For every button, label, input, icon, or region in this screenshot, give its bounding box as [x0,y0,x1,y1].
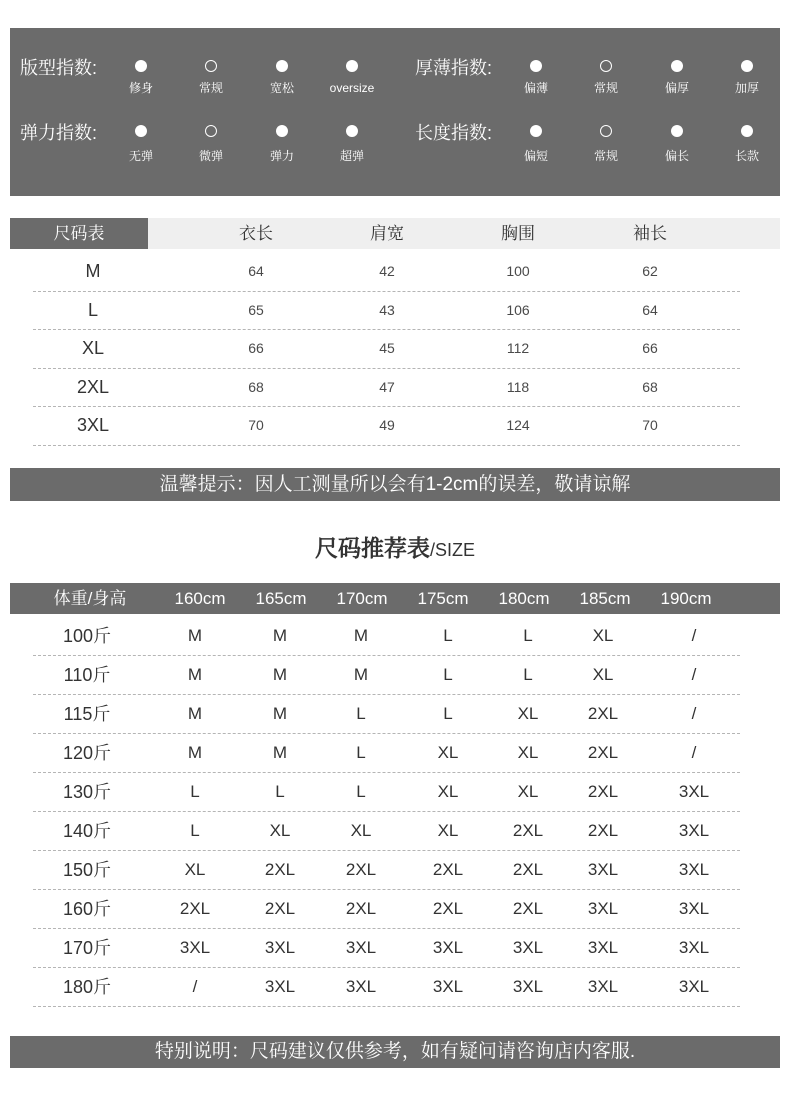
recommended-size-cell: XL [517,743,539,762]
recommended-size-cell: 3XL [179,938,211,957]
recommended-size-cell: XL [350,821,372,840]
recommended-size-cell: XL [517,782,539,801]
special-note-banner: 特别说明：尺码建议仅供参考，如有疑问请咨询店内客服. [10,1036,780,1068]
recommended-size-cell: M [353,665,369,684]
fit-option-label: 修身 [128,81,153,95]
recommended-size-cell: 3XL [587,899,619,918]
size-row [33,369,740,408]
indicator-dot-icon [346,125,358,137]
length-option-label: 偏短 [523,149,548,163]
recommended-size-cell: 2XL [432,899,464,918]
chest-cell: 106 [506,301,530,318]
recommended-size-cell: L [356,704,366,723]
thickness-option-label: 常规 [593,81,618,95]
measurement-notice-banner: 温馨提示：因人工测量所以会有1-2cm的误差，敬请谅解 [10,468,780,501]
fit-index [20,60,400,110]
recommended-size-cell: / [691,626,697,645]
recommended-size-cell: 3XL [587,938,619,957]
recommended-size-cell: 2XL [587,743,619,762]
indicator-dot-icon [135,60,147,72]
weight-cell: 140斤 [62,821,112,841]
height-header: 160cm [174,589,226,608]
length-option-short [506,125,566,163]
fit-option-slim [111,60,171,95]
recommended-size-cell: 3XL [345,938,377,957]
recommended-size-cell: M [187,704,203,723]
weight-cell: 115斤 [63,704,111,724]
length-cell: 64 [248,263,264,279]
thickness-option-thick [647,60,707,95]
recommended-size-cell: 3XL [432,938,464,957]
sleeve-cell: 62 [642,263,658,279]
thickness-option-label: 偏薄 [523,81,548,95]
recommendation-row [33,968,740,1007]
height-header: 165cm [255,589,307,608]
size-cell: 3XL [76,415,110,436]
indicator-dot-icon [671,60,683,72]
column-header-length: 衣长 [239,224,273,243]
length-option-label: 偏长 [664,149,689,163]
sleeve-cell: 68 [642,378,658,395]
length-cell: 65 [248,301,264,318]
recommended-size-cell: 3XL [678,899,710,918]
length-cell: 70 [248,417,264,434]
recommended-size-cell: M [187,626,203,645]
recommended-size-cell: L [356,782,366,801]
length-option-label: 长款 [734,149,759,163]
recommended-size-cell: L [443,704,453,723]
recommended-size-cell: M [187,665,203,684]
recommended-size-cell: L [275,782,285,801]
size-cell: L [87,299,98,320]
thickness-option-extra-thick [717,60,777,95]
recommended-size-cell: 2XL [512,821,544,840]
recommended-size-cell: 2XL [587,704,619,723]
length-cell: 68 [248,378,264,395]
chest-cell: 118 [506,378,530,395]
weight-cell: 100斤 [62,626,112,646]
recommended-size-cell: 2XL [264,860,296,879]
recommendation-row [33,929,740,968]
recommended-size-cell: 3XL [512,938,544,957]
recommended-size-cell: M [272,665,288,684]
elasticity-option-slight [181,125,241,163]
recommendation-row [33,695,740,734]
indicator-dot-icon [276,60,288,72]
elasticity-option-super [322,125,382,163]
recommended-size-cell: 3XL [264,977,296,996]
shoulder-cell: 49 [379,417,395,434]
weight-cell: 120斤 [62,743,112,763]
recommendation-table-body [33,617,740,1007]
recommendation-row [33,890,740,929]
length-option-label: 常规 [593,149,618,163]
recommendation-table-header [10,583,780,614]
recommended-size-cell: XL [517,704,539,723]
weight-cell: 130斤 [62,782,112,802]
indicator-dot-icon [600,125,612,137]
recommended-size-cell: L [190,821,200,840]
weight-cell: 180斤 [62,977,112,997]
recommended-size-cell: 2XL [345,860,377,879]
fit-option-label: oversize [329,81,375,95]
thickness-option-thin [506,60,566,95]
fit-option-label: 常规 [198,81,223,95]
column-header-shoulder: 肩宽 [370,224,404,243]
recommended-size-cell: / [691,743,697,762]
size-row [33,407,740,446]
recommended-size-cell: 2XL [512,899,544,918]
height-header: 170cm [336,589,388,608]
recommended-size-cell: 3XL [264,938,296,957]
recommendation-row [33,617,740,656]
size-table-header [10,218,780,249]
thickness-option-label: 加厚 [734,81,759,95]
elasticity-index [20,125,400,175]
length-option-regular [576,125,636,163]
size-table-body [33,253,740,446]
recommended-size-cell: 2XL [345,899,377,918]
column-header-chest: 胸围 [501,224,535,243]
recommended-size-cell: 3XL [678,821,710,840]
elasticity-option-label: 无弹 [128,149,153,163]
length-index [415,125,790,175]
recommended-size-cell: XL [437,782,459,801]
size-cell: M [85,261,101,281]
sleeve-cell: 70 [642,417,658,434]
recommended-size-cell: 3XL [678,782,710,801]
recommended-size-cell: M [353,626,369,645]
recommended-size-cell: 3XL [678,977,710,996]
height-header: 180cm [498,589,550,608]
recommendation-title-suffix: /SIZE [429,540,475,560]
recommended-size-cell: 2XL [587,821,619,840]
shoulder-cell: 43 [379,301,395,318]
recommended-size-cell: 3XL [587,977,619,996]
recommended-size-cell: XL [269,821,291,840]
fit-option-label: 宽松 [269,81,294,95]
size-cell: 2XL [76,376,110,397]
recommended-size-cell: XL [184,860,206,879]
sleeve-cell: 66 [642,340,658,357]
chest-cell: 124 [506,417,530,434]
height-header: 190cm [660,589,712,608]
elasticity-option-none [111,125,171,163]
fit-option-loose [252,60,312,95]
chest-cell: 100 [506,263,530,279]
recommended-size-cell: L [443,665,453,684]
recommended-size-cell: 2XL [587,782,619,801]
indicator-dot-icon [741,60,753,72]
elasticity-option-label: 弹力 [269,149,294,163]
recommended-size-cell: 2XL [179,899,211,918]
size-row [33,253,740,292]
recommended-size-cell: L [356,743,366,762]
recommended-size-cell: XL [592,626,614,645]
recommended-size-cell: L [443,626,453,645]
size-table-title: 尺码表 [10,218,148,249]
recommendation-row [33,851,740,890]
size-cell: XL [81,338,105,359]
elasticity-option-stretch [252,125,312,163]
recommended-size-cell: M [272,704,288,723]
recommended-size-cell: 2XL [512,860,544,879]
indicator-dot-icon [205,60,217,72]
length-index-label: 长度指数: [415,123,493,143]
recommended-size-cell: M [272,743,288,762]
indicator-dot-icon [741,125,753,137]
recommendation-row [33,656,740,695]
height-header: 175cm [417,589,469,608]
elasticity-index-label: 弹力指数: [20,123,98,143]
weight-cell: 160斤 [62,899,112,919]
weight-cell: 150斤 [62,860,112,880]
recommended-size-cell: 3XL [678,938,710,957]
recommended-size-cell: 3XL [432,977,464,996]
recommended-size-cell: 3XL [512,977,544,996]
length-option-long [647,125,707,163]
thickness-index-label: 厚薄指数: [415,58,493,78]
weight-cell: 170斤 [62,938,112,958]
column-header-sleeve: 袖长 [633,224,667,243]
length-cell: 66 [248,340,264,357]
sleeve-cell: 64 [642,301,658,318]
fit-index-label: 版型指数: [20,58,98,78]
recommended-size-cell: M [187,743,203,762]
recommended-size-cell: 3XL [587,860,619,879]
recommended-size-cell: L [523,665,533,684]
recommended-size-cell: L [523,626,533,645]
fit-option-oversize [322,60,382,95]
indicator-dot-icon [135,125,147,137]
recommendation-title [0,532,790,568]
elasticity-option-label: 微弹 [198,149,223,163]
weight-height-corner-label: 体重/身高 [53,589,127,608]
weight-cell: 110斤 [63,665,111,685]
thickness-index [415,60,790,110]
recommended-size-cell: / [192,977,198,996]
indicator-dot-icon [276,125,288,137]
recommendation-row [33,773,740,812]
thickness-option-label: 偏厚 [664,81,689,95]
indicator-dot-icon [600,60,612,72]
size-row [33,330,740,369]
product-index-panel [10,28,780,196]
recommended-size-cell: XL [592,665,614,684]
recommended-size-cell: 3XL [345,977,377,996]
recommendation-row [33,734,740,773]
shoulder-cell: 45 [379,340,395,357]
recommendation-title-main: 尺码推荐表 [314,535,430,561]
recommended-size-cell: 2XL [264,899,296,918]
recommended-size-cell: XL [437,821,459,840]
shoulder-cell: 47 [379,378,395,395]
recommended-size-cell: / [691,665,697,684]
thickness-option-regular [576,60,636,95]
recommended-size-cell: XL [437,743,459,762]
recommended-size-cell: 3XL [678,860,710,879]
fit-option-regular [181,60,241,95]
length-option-extra-long [717,125,777,163]
size-row [33,292,740,331]
recommended-size-cell: M [272,626,288,645]
recommendation-row [33,812,740,851]
recommended-size-cell: 2XL [432,860,464,879]
indicator-dot-icon [671,125,683,137]
shoulder-cell: 42 [379,263,395,279]
chest-cell: 112 [506,340,530,357]
indicator-dot-icon [530,60,542,72]
height-header: 185cm [579,589,631,608]
indicator-dot-icon [530,125,542,137]
recommended-size-cell: L [190,782,200,801]
elasticity-option-label: 超弹 [339,149,364,163]
indicator-dot-icon [346,60,358,72]
recommended-size-cell: / [691,704,697,723]
indicator-dot-icon [205,125,217,137]
